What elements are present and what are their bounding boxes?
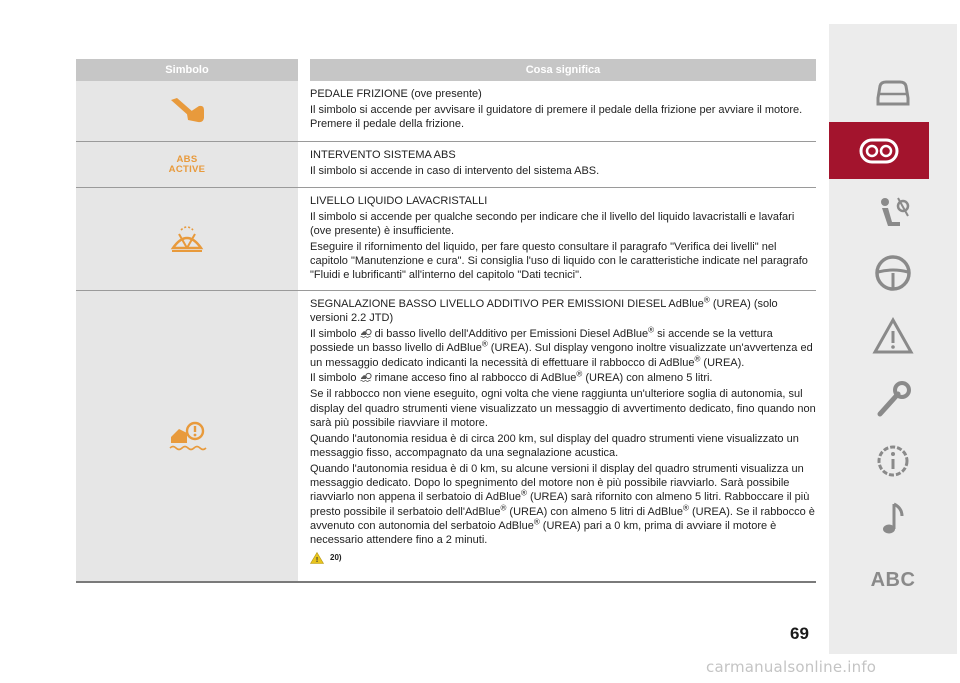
warning-triangle-icon	[872, 316, 914, 358]
sidebar-item-maintenance[interactable]	[829, 370, 957, 427]
car-icon	[872, 72, 914, 114]
row-description: Il simbolo rimane acceso fino al rabbocco di AdBlue® (UREA) con almeno 5 litri.	[310, 369, 713, 385]
airbag-seat-icon	[872, 192, 914, 234]
sidebar-item-multimedia[interactable]	[829, 490, 957, 547]
row-title: PEDALE FRIZIONE (ove presente)	[310, 88, 482, 100]
washer-fluid-icon	[167, 224, 207, 254]
table-row	[76, 291, 816, 583]
row-description: Quando l'autonomia residua è di 0 km, su alcune versioni il display del quadro strumenti visualizza un messaggio dedicato. Dopo lo spegnimento del motore non è più possibile riavviarlo. Sarà possibile riavviarlo non appena il serbatoio di AdBlue® (UREA) sarà rifornito con almeno 5 litri. Rabboccare il più presto possibile il serbatoio dell'AdBlue® (UREA) con almeno 5 litri di AdBlue® (UREA). Se il rabbocco è avvenuto con autonomia del serbatoio AdBlue® (UREA) pari a 0 km, prima di avviare il motore è necessario attendere fino a 2 minuti.	[310, 462, 815, 547]
row-description: Il simbolo si accende per avvisare il guidatore di premere il pedale della frizione per avviare il motore. Premere il pedale della frizione.	[310, 103, 803, 131]
meaning-cell	[310, 188, 816, 290]
sidebar-item-safety[interactable]	[829, 184, 957, 241]
page-number: 69	[790, 624, 809, 643]
wrench-icon	[872, 378, 914, 420]
table-row	[76, 81, 816, 142]
info-gear-icon	[872, 440, 914, 482]
chapter-sidebar	[829, 24, 957, 654]
svg-text:!: !	[315, 556, 319, 564]
warning-triangle-small-icon	[310, 552, 324, 564]
sidebar-item-index[interactable]	[829, 552, 957, 609]
row-description: Quando l'autonomia residua è di circa 200 km, sul display del quadro strumenti viene visualizzato un messaggio fisso, accompagnato da una segnalazione acustica.	[310, 432, 799, 459]
meaning-cell	[310, 81, 816, 141]
adblue-inline-icon	[360, 328, 372, 338]
symbol-cell	[76, 142, 298, 187]
row-description: Eseguire il rifornimento del liquido, per fare questo consultare il paragrafo "Verifica dei livelli" nel capitolo "Manutenzione e cura". Si consiglia l'uso di liquido con le caratteristiche indicate nel paragrafo "Fluidi e lubrificanti" all'interno del capitolo "Dati tecnici".	[310, 240, 808, 282]
table-header	[76, 59, 816, 81]
symbol-table	[76, 59, 816, 583]
row-description: Se il rabbocco non viene eseguito, ogni volta che viene raggiunta un'ulteriore soglia di autonomia, sul display del quadro strumenti viene visualizzato un messaggio di avvertimento dedicato, fino quando non sarà più possibile riavviare il motore.	[310, 388, 816, 429]
dashboard-gauges-icon	[858, 130, 900, 172]
steering-wheel-icon	[872, 252, 914, 294]
row-description: Il simbolo di basso livello dell'Additivo per Emissioni Diesel AdBlue® si accende se la vettura possiede un basso livello di AdBlue® (UREA). Sul display vengono inoltre visualizzate un'avvertenza ed un messaggio dedicato indicanti la necessità di effettuare il rabbocco di AdBlue® (UREA).	[310, 325, 813, 369]
header-symbol: Simbolo	[76, 59, 298, 81]
table-row	[76, 142, 816, 188]
sidebar-item-technical-data[interactable]	[829, 432, 957, 489]
row-description: Il simbolo si accende per qualche secondo per indicare che il livello del liquido lavacristalli e lavafari (ove presente) è insufficiente.	[310, 210, 795, 238]
watermark: carmanualsonline.info	[706, 658, 877, 676]
adblue-inline-icon	[360, 372, 372, 382]
row-title: SEGNALAZIONE BASSO LIVELLO ADDITIVO PER EMISSIONI DIESEL AdBlue® (UREA) (solo versioni 2.2 JTD)	[310, 295, 778, 325]
sidebar-item-dashboard[interactable]	[829, 122, 929, 179]
music-note-icon	[872, 498, 914, 540]
abs-active-icon: ABS ACTIVE	[168, 154, 206, 175]
abc-label: ABC	[870, 569, 916, 591]
warning-reference: ! 20)	[310, 551, 816, 565]
meaning-cell	[310, 291, 816, 581]
symbol-cell	[76, 188, 298, 290]
row-title: INTERVENTO SISTEMA ABS	[310, 149, 456, 161]
table-row	[76, 188, 816, 291]
clutch-pedal-icon	[167, 96, 207, 126]
sidebar-item-driving[interactable]	[829, 244, 957, 301]
symbol-cell	[76, 81, 298, 141]
adblue-level-icon	[167, 419, 207, 453]
symbol-cell	[76, 291, 298, 581]
row-title: LIVELLO LIQUIDO LAVACRISTALLI	[310, 195, 488, 207]
header-meaning: Cosa significa	[310, 59, 816, 81]
sidebar-item-car[interactable]	[829, 64, 957, 121]
meaning-cell	[310, 142, 816, 187]
row-description: Il simbolo si accende in caso di intervento del sistema ABS.	[310, 164, 600, 177]
sidebar-item-emergency[interactable]	[829, 308, 957, 365]
